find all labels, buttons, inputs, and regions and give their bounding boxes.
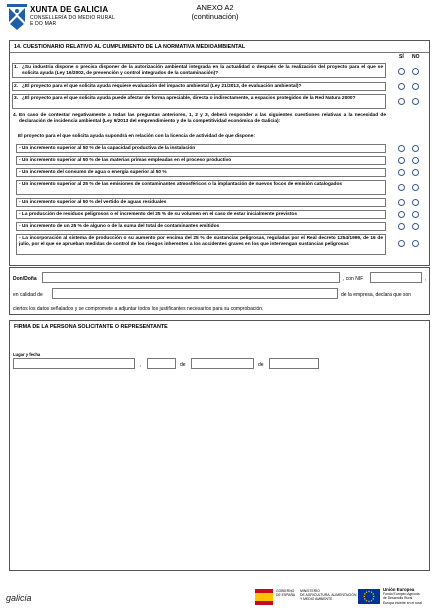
place-comma: , <box>140 362 142 368</box>
item8-no-radio[interactable] <box>412 240 419 247</box>
item3-no-radio[interactable] <box>412 169 419 176</box>
criterion-item-7: - Un incremento de un 25 % de alguno o de la suma del total de contaminantes emitidos <box>16 222 386 231</box>
government-ministry-logo: GOBIERNO DE ESPAÑA <box>276 589 296 598</box>
item5-yes-radio[interactable] <box>398 199 405 206</box>
xunta-shield-icon <box>7 4 27 30</box>
page-header <box>0 0 439 40</box>
item7-yes-radio[interactable] <box>398 223 405 230</box>
signature-section <box>9 320 430 571</box>
day-field[interactable] <box>147 358 176 369</box>
column-header-yes: SÍ <box>399 54 404 60</box>
role-field[interactable] <box>52 288 338 299</box>
org-name: XUNTA DE GALICIA <box>30 5 109 14</box>
sub-question-intro: El proyecto para el que solicita ayuda supondrá en relación con la licencia de actividad de que dispone: <box>18 134 255 139</box>
item3-yes-radio[interactable] <box>398 169 405 176</box>
signature-title: FIRMA DE LA PERSONA SOLICITANTE O REPRESENTANTE <box>14 324 168 330</box>
annex-title: ANEXO A2 <box>196 3 234 12</box>
section-divider <box>10 52 429 53</box>
galicia-logo: galicia <box>6 593 32 603</box>
q2-yes-radio[interactable] <box>398 83 405 90</box>
environmental-questionnaire-section <box>9 40 430 266</box>
criterion-item-6: - La producción de residuos peligrosos o el incremento del 25 % de su volumen en el caso de estar inicialmente previstos <box>16 210 386 219</box>
item2-no-radio[interactable] <box>412 157 419 164</box>
q3-yes-radio[interactable] <box>398 98 405 105</box>
applicant-name-field[interactable] <box>42 272 340 283</box>
company-label: de la empresa, declara que son <box>341 292 412 298</box>
eu-fund-text: Unión Europea Fondo Europeo Agrícola de Desarrollo Rural Europa invierte en el rural <box>383 587 422 605</box>
nif-label: , con NIF <box>343 276 364 282</box>
spain-flag-icon <box>255 589 273 605</box>
q3-no-radio[interactable] <box>412 98 419 105</box>
declaration-section <box>9 267 430 315</box>
item6-no-radio[interactable] <box>412 211 419 218</box>
item1-no-radio[interactable] <box>412 145 419 152</box>
section-title: 14. CUESTIONARIO RELATIVO AL CUMPLIMIENTO DE LA NORMATIVA MEDIOAMBIENTAL <box>14 44 246 50</box>
question-1: 1. ¿Su industria dispone o precisa disponer de la autorización ambiental integrada en la actualidad o después de la realización del proyecto para el que se solicita ayuda (Ley 16/2002, de prevención y control integrados de la contaminación)? <box>12 63 386 78</box>
column-header-no: NO <box>412 54 420 60</box>
q1-yes-radio[interactable] <box>398 68 405 75</box>
place-field[interactable] <box>13 358 135 369</box>
page-footer <box>0 583 439 615</box>
nif-field[interactable] <box>370 272 422 283</box>
name-label: Don/Doña <box>13 276 37 282</box>
question-4: 4. En caso de contestar negativamente a todas las preguntas anteriores, 1, 2 y 3, deberá responder a las siguientes cuestiones relativas a la necesidad de declaración de incidencia ambiental (Ley 9/2013 del emprendimiento y de la competitividad económica de Galicia): <box>13 113 386 124</box>
question-2: 2. ¿El proyecto para el que solicita ayuda requiere evaluación del impacto ambiental (Ley 21/2013, de evaluación ambiental)? <box>12 82 386 91</box>
annex-subtitle: (continuación) <box>191 12 239 21</box>
department-name: CONSELLERÍA DO MEDIO RURAL E DO MAR <box>30 15 115 27</box>
item5-no-radio[interactable] <box>412 199 419 206</box>
item1-yes-radio[interactable] <box>398 145 405 152</box>
criterion-item-4: - Un incremento superior al 25 % de las emisiones de contaminantes atmosféricos o la implantación de nuevos focos de emisión catalogados <box>16 180 386 195</box>
eu-flag-icon <box>358 589 380 604</box>
criterion-item-1: - Un incremento superior al 50 % de la capacidad productiva de la instalación <box>16 144 386 153</box>
place-date-label: Lugar y fecha <box>13 352 41 357</box>
annex-heading <box>180 3 250 21</box>
role-label: en calidad de <box>13 292 43 298</box>
q2-no-radio[interactable] <box>412 83 419 90</box>
month-field[interactable] <box>191 358 254 369</box>
criterion-item-8: - La incorporación al sistema de producción o su aumento por encima del 25 % de sustancias peligrosas, reguladas por el Real decreto 1254/1999, de 16 de julio, por el que se aprueban medidas de control de los riesgos inherentes a los accidentes graves en los que intervengan sustancias peligrosas <box>16 234 386 255</box>
item2-yes-radio[interactable] <box>398 157 405 164</box>
year-field[interactable] <box>269 358 319 369</box>
date-sep-de-1: de <box>180 362 186 368</box>
item7-no-radio[interactable] <box>412 223 419 230</box>
declaration-statement: ciertos los datos señalados y se compromete a adjuntar todos los justificantes necesarios para su comprobación. <box>13 306 264 312</box>
date-sep-de-2: de <box>258 362 264 368</box>
item8-yes-radio[interactable] <box>398 240 405 247</box>
item6-yes-radio[interactable] <box>398 211 405 218</box>
item4-yes-radio[interactable] <box>398 184 405 191</box>
comma-separator: , <box>425 276 427 282</box>
criterion-item-2: - Un incremento superior al 50 % de las materias primas empleadas en el proceso productivo <box>16 156 386 165</box>
criterion-item-3: - Un incremento del consumo de agua o energía superior al 50 % <box>16 168 386 177</box>
question-3: 3. ¿El proyecto para el que solicita ayuda puede afectar de forma apreciable, directa o indirectamente, a espacios protegidos de la Red Natura 2000? <box>12 94 386 109</box>
criterion-item-5: - Un incremento superior al 50 % del vertido de aguas residuales <box>16 198 386 207</box>
ministry-name: MINISTERIO DE AGRICULTURA, ALIMENTACIÓN Y MEDIO AMBIENTE <box>300 589 357 602</box>
q1-no-radio[interactable] <box>412 68 419 75</box>
item4-no-radio[interactable] <box>412 184 419 191</box>
